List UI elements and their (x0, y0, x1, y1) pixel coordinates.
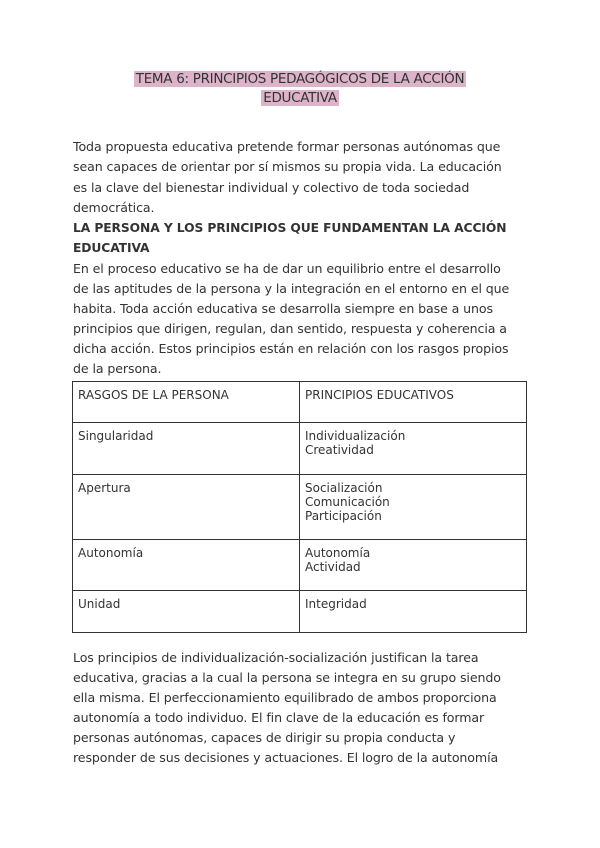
para1-line: principios que dirigen, regulan, dan sentido, respuesta y coherencia a (73, 321, 507, 336)
trait-cell: Autonomía (73, 540, 300, 591)
para2-line: personas autónomas, capaces de dirigir su propia conducta y (73, 730, 456, 745)
principle: Participación (305, 509, 382, 523)
principle: Socialización (305, 481, 383, 495)
trait-cell: Apertura (73, 475, 300, 540)
principle: Comunicación (305, 495, 390, 509)
table-header-row (73, 382, 527, 423)
table-row (73, 591, 527, 633)
para1-line: de las aptitudes de la persona y la integración en el entorno en el que (73, 281, 510, 296)
para2-line: responder de sus decisiones y actuaciones. El logro de la autonomía (73, 750, 499, 765)
header-cell: PRINCIPIOS EDUCATIVOS (300, 382, 527, 423)
title-text: EDUCATIVA (263, 90, 337, 106)
principle-cell (300, 475, 527, 540)
principle-cell (300, 540, 527, 591)
principles-table (72, 381, 527, 633)
section-heading: EDUCATIVA (73, 241, 150, 255)
trait-cell: Unidad (73, 591, 300, 633)
table-row (73, 423, 527, 475)
para1-line: habita. Toda acción educativa se desarrolla siempre en base a unos (73, 301, 494, 316)
principle: Actividad (305, 560, 361, 574)
section-heading: LA PERSONA Y LOS PRINCIPIOS QUE FUNDAMENTAN LA ACCIÓN (73, 221, 507, 235)
principle: Creatividad (305, 443, 374, 457)
principle: Individualización (305, 429, 406, 443)
table-row (73, 540, 527, 591)
table-row (73, 475, 527, 540)
para1-line: dicha acción. Estos principios están en relación con los rasgos propios (73, 341, 509, 356)
principle-cell (300, 423, 527, 475)
para2-line: Los principios de individualización-socialización justifican la tarea (73, 650, 479, 665)
intro-line: sean capaces de orientar por sí mismos su propia vida. La educación (73, 159, 502, 174)
para2-line: autonomía a todo individuo. El fin clave de la educación es formar (73, 710, 485, 725)
trait-cell: Singularidad (73, 423, 300, 475)
principle: Autonomía (305, 546, 371, 560)
title-text: TEMA 6: PRINCIPIOS PEDAGÓGICOS DE LA ACCIÓN (135, 71, 465, 87)
principle-cell (300, 591, 527, 633)
title-line-1 (0, 71, 600, 87)
intro-line: Toda propuesta educativa pretende formar personas autónomas que (73, 139, 501, 154)
header-cell: RASGOS DE LA PERSONA (73, 382, 300, 423)
principle: Integridad (305, 597, 367, 611)
intro-line: democrática. (73, 200, 155, 215)
para2-line: educativa, gracias a la cual la persona se integra en su grupo siendo (73, 670, 501, 685)
para2-line: ella misma. El perfeccionamiento equilibrado de ambos proporciona (73, 690, 497, 705)
title-line-2 (0, 90, 600, 106)
intro-line: es la clave del bienestar individual y colectivo de toda sociedad (73, 180, 470, 195)
para1-line: En el proceso educativo se ha de dar un equilibrio entre el desarrollo (73, 261, 501, 276)
para1-line: de la persona. (73, 361, 162, 376)
